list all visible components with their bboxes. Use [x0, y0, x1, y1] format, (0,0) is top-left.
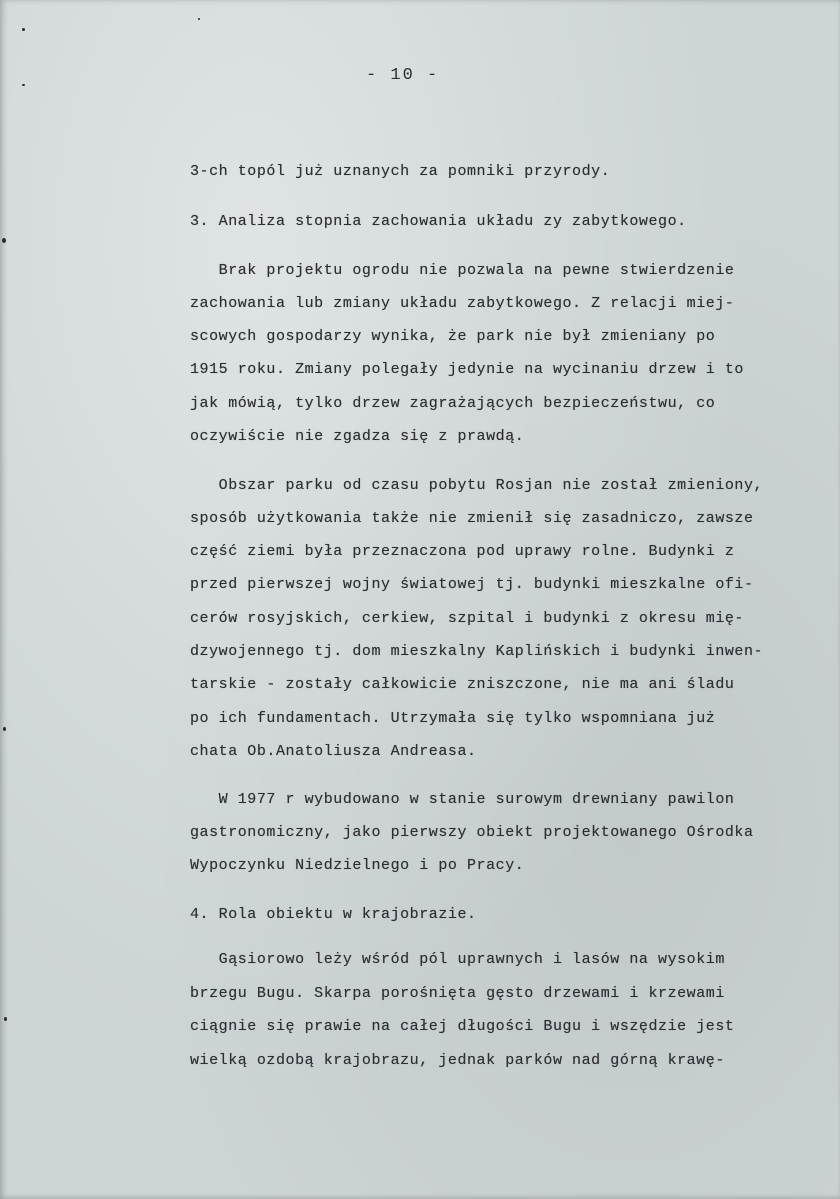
text-line: Obszar parku od czasu pobytu Rosjan nie został zmieniony,	[190, 477, 764, 494]
dust-speck	[4, 1017, 7, 1021]
text-line: część ziemi była przeznaczona pod uprawy rolne. Budynki z	[190, 543, 735, 560]
text-line: W 1977 r wybudowano w stanie surowym drewniany pawilon	[190, 791, 735, 808]
page-number: - 10 -	[366, 66, 440, 85]
text-line: Gąsiorowo leży wśród pól uprawnych i lasów na wysokim	[190, 951, 725, 968]
text-line: brzegu Bugu. Skarpa porośnięta gęsto drzewami i krzewami	[190, 985, 725, 1002]
text-line: ciągnie się prawie na całej długości Bugu i wszędzie jest	[190, 1018, 735, 1035]
text-line: po ich fundamentach. Utrzymała się tylko wspomniana już	[190, 710, 716, 727]
text-line: przed pierwszej wojny światowej tj. budynki mieszkalne ofi-	[190, 576, 754, 593]
section-heading: 3. Analiza stopnia zachowania układu zy zabytkowego.	[190, 213, 687, 230]
text-line: tarskie - zostały całkowicie zniszczone, nie ma ani śladu	[190, 676, 735, 693]
dust-speck	[22, 84, 25, 86]
text-line: sposób użytkowania także nie zmienił się zasadniczo, zawsze	[190, 510, 754, 527]
dust-speck	[3, 727, 6, 731]
text-line: gastronomiczny, jako pierwszy obiekt projektowanego Ośrodka	[190, 824, 754, 841]
dust-speck	[22, 28, 25, 31]
text-line: oczywiście nie zgadza się z prawdą.	[190, 428, 525, 445]
text-line: 1915 roku. Zmiany polegały jedynie na wycinaniu drzew i to	[190, 361, 744, 378]
text-line: jak mówią, tylko drzew zagrażających bezpieczeństwu, co	[190, 395, 716, 412]
text-line: Brak projektu ogrodu nie pozwala na pewne stwierdzenie	[190, 262, 735, 279]
text-line: scowych gospodarzy wynika, że park nie był zmieniany po	[190, 328, 716, 345]
dust-speck	[198, 18, 200, 20]
section-heading: 4. Rola obiektu w krajobrazie.	[190, 906, 477, 923]
text-line: zachowania lub zmiany układu zabytkowego. Z relacji miej-	[190, 295, 735, 312]
text-line: 3-ch topól już uznanych za pomniki przyrody.	[190, 163, 611, 180]
text-line: cerów rosyjskich, cerkiew, szpital i budynki z okresu mię-	[190, 610, 744, 627]
dust-speck	[2, 238, 6, 243]
text-line: dzywojennego tj. dom mieszkalny Kaplińskich i budynki inwen-	[190, 643, 764, 660]
text-line: Wypoczynku Niedzielnego i po Pracy.	[190, 857, 525, 874]
text-line: wielką ozdobą krajobrazu, jednak parków nad górną krawę-	[190, 1052, 725, 1069]
text-line: chata Ob.Anatoliusza Andreasa.	[190, 743, 477, 760]
